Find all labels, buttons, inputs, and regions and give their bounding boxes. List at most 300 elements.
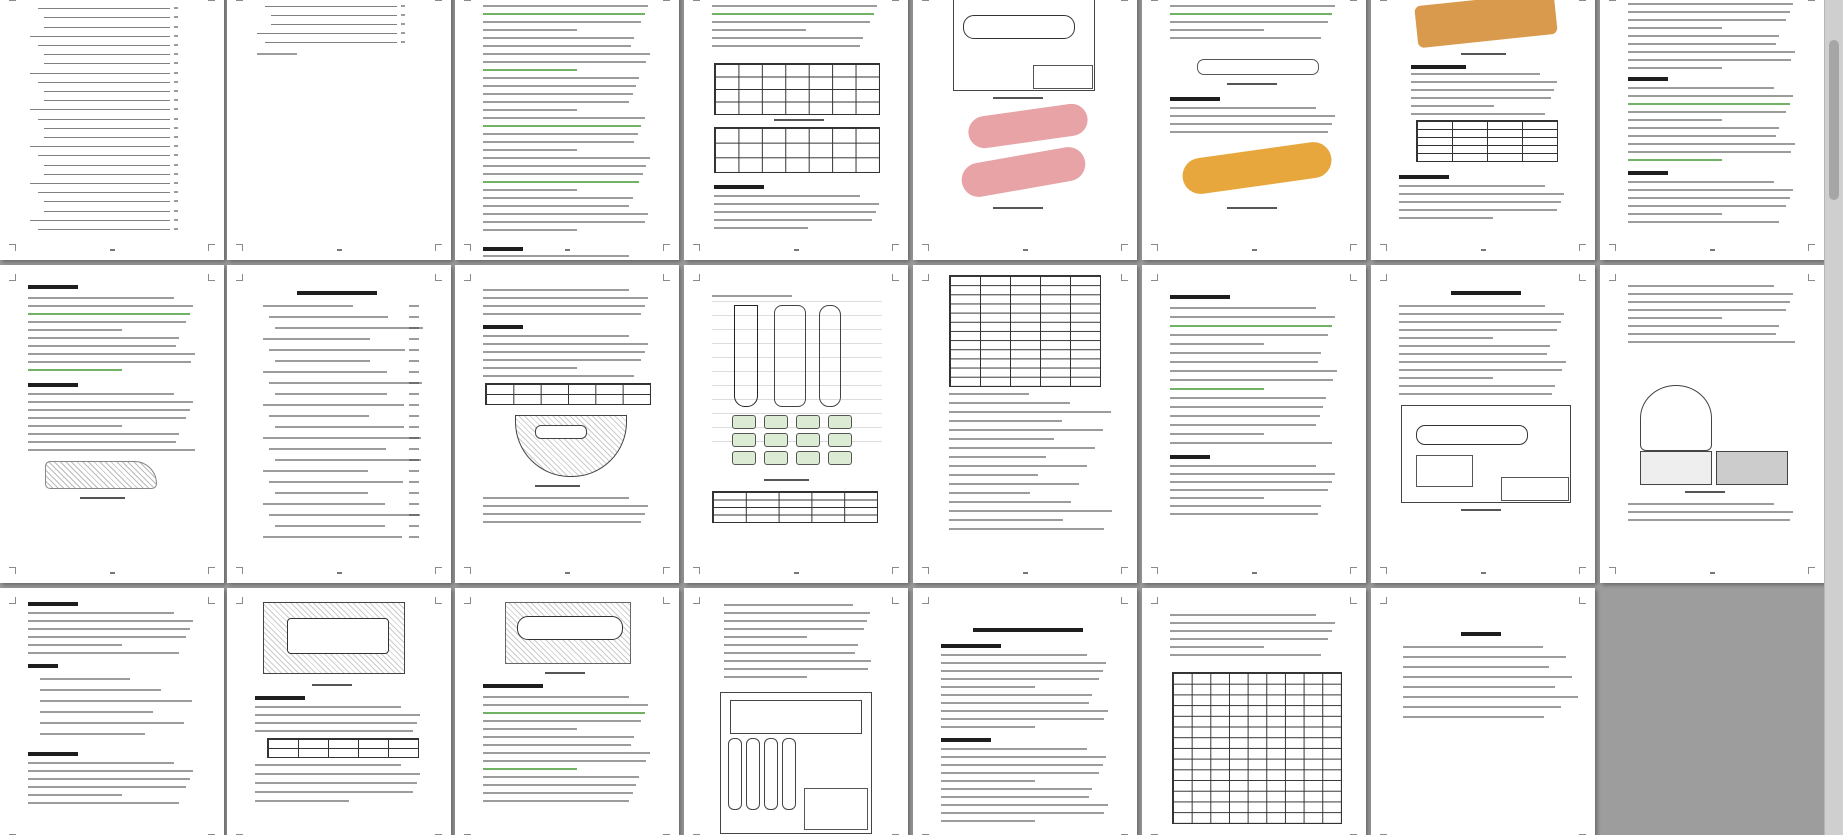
text-line [941,804,1108,806]
ln [949,402,1070,404]
crop-mark [236,567,243,574]
toc-entry [38,45,170,46]
page-thumbnail[interactable] [227,0,451,260]
page-number [1023,572,1028,574]
text-line [712,295,792,297]
text-line [1170,473,1335,475]
crop-mark [1151,0,1158,1]
crop-mark [1350,244,1357,251]
equation-number [409,415,419,417]
text-line [1399,201,1561,203]
toc-page-number [174,182,178,184]
text-line [1628,159,1722,161]
text-line [483,141,634,143]
crop-mark [1808,567,1815,574]
text-line [483,157,650,159]
text-line [941,820,1035,822]
data-table [712,491,878,523]
text-line [1170,654,1321,656]
text-line [483,45,631,47]
text-line [483,77,639,79]
text-line [483,189,577,191]
crop-mark [892,244,899,251]
text-line [28,652,179,654]
text-line [255,782,417,784]
page-number [565,572,570,574]
text-line [28,337,179,339]
toc-page-number [174,210,178,212]
text-line [28,401,193,403]
text-line [1170,361,1318,363]
text-line [483,197,633,199]
crop-mark [236,244,243,251]
text-line [1170,370,1337,372]
crop-mark [9,274,16,281]
crop-mark [1151,244,1158,251]
formula-line [275,492,368,494]
text-line [483,728,577,730]
text-line [28,361,191,363]
crop-mark [1151,597,1158,604]
ln [949,420,1062,422]
page-thumbnail[interactable] [1600,0,1824,260]
text-line [28,425,122,427]
crop-mark [236,0,243,1]
section-view [1416,455,1473,487]
equation-number [409,481,419,483]
crop-mark [435,0,442,1]
page-thumbnail[interactable] [684,0,908,260]
crop-mark [1579,567,1586,574]
text-line [483,173,643,175]
reference-entry [1403,646,1543,648]
section-heading [1399,175,1449,179]
toc-page-number [174,81,178,83]
text-line [1628,309,1786,311]
toc-entry [44,211,170,212]
text-line [1170,397,1326,399]
text-line [255,730,413,732]
text-line [28,321,186,323]
toc-entry [38,119,170,120]
section-heading [28,752,78,756]
text-line [483,712,645,714]
die-insert [764,738,778,810]
page-thumbnail[interactable] [455,265,679,583]
data-table [1416,120,1558,162]
text-line [483,5,648,7]
text-line [28,644,122,646]
text-line [1411,105,1494,107]
toc-entry [30,36,170,37]
text-line [1170,465,1316,467]
text-line [1399,305,1545,307]
page-thumbnail[interactable] [684,588,908,835]
text-line [483,513,645,515]
equation-number [409,437,419,439]
text-line [28,786,186,788]
crop-mark [1350,567,1357,574]
crop-mark [1151,567,1158,574]
section-heading [1170,455,1210,459]
ln [949,474,1038,476]
scrollbar-thumb[interactable] [1829,40,1839,200]
toc-entry [44,91,170,92]
figure-caption [545,672,585,674]
toc-entry [257,53,297,55]
text-line [1411,113,1545,115]
die-insert [746,738,760,810]
ln [949,528,1104,530]
text-line [1399,385,1555,387]
section-shape [828,415,852,429]
section-heading [1411,65,1466,69]
toc-entry [38,82,170,83]
text-line [1628,19,1786,21]
text-line [714,203,879,205]
formula-line [269,349,405,351]
text-line [28,794,122,796]
toc-page-number [174,136,178,138]
formula-line [269,448,386,450]
text-line [941,796,1089,798]
text-line [1170,343,1264,345]
formula-line [275,360,370,362]
text-line [483,313,641,315]
page-thumbnail[interactable] [455,588,679,835]
toc-entry [271,15,397,16]
text-line [483,229,577,231]
toc-entry [257,33,397,34]
crop-mark [9,597,16,604]
ln [949,465,1087,467]
formula-line [275,525,385,527]
section-heading [297,291,377,295]
crop-mark [922,274,929,281]
toc-entry [30,73,170,74]
section-heading [973,628,1083,632]
page-thumbnail[interactable] [227,588,451,835]
text-line [483,720,641,722]
page-thumbnail[interactable] [0,0,224,260]
page-thumbnail[interactable] [227,265,451,583]
crop-mark [464,274,471,281]
text-line [1628,317,1722,319]
figure-caption [312,684,352,686]
formula-line [40,722,184,724]
section-heading [1628,171,1668,175]
page-thumbnail[interactable] [0,265,224,583]
text-line [1628,189,1793,191]
text-line [483,289,629,291]
text-line [483,343,648,345]
toc-page-number [174,53,178,55]
crop-mark [892,567,899,574]
toc-entry [30,183,170,184]
ln [949,447,1095,449]
text-line [1399,393,1552,395]
text-line [1170,307,1316,309]
formula-line [275,327,423,329]
text-line [483,213,648,215]
text-line [28,778,190,780]
text-line [1170,630,1332,632]
crop-mark [1579,0,1586,1]
text-line [483,37,634,39]
formula-line [269,415,369,417]
text-line [1170,325,1332,327]
text-line [1628,43,1776,45]
text-line [255,773,420,775]
text-line [28,433,179,435]
text-line [1628,221,1779,223]
text-line [1170,5,1335,7]
text-line [28,628,190,630]
text-line [483,776,639,778]
crop-mark [922,567,929,574]
page-thumbnail[interactable] [1371,0,1595,260]
text-line [1628,95,1793,97]
crop-mark [663,0,670,1]
crop-mark [464,567,471,574]
text-line [483,696,629,698]
pink-render-top [966,102,1089,150]
page-thumbnail[interactable] [1371,265,1595,583]
equation-number [409,492,419,494]
crop-mark [663,597,670,604]
section-heading [1451,291,1521,295]
text-line [1170,424,1316,426]
text-line [1170,513,1318,515]
text-line [1628,197,1790,199]
text-line [1399,185,1545,187]
text-line [1170,379,1333,381]
text-line [1170,37,1321,39]
toc-page-number [401,41,405,43]
crop-mark [208,597,215,604]
crop-mark [1579,274,1586,281]
toc-entry [44,137,170,138]
text-line [483,69,577,71]
reference-entry [1403,706,1561,708]
text-line [714,227,808,229]
text-line [1628,35,1779,37]
page-number [1252,249,1257,251]
crop-mark [1609,274,1616,281]
formula-line [40,733,145,735]
section-shape [764,415,788,429]
ln [949,393,1029,395]
crop-mark [208,244,215,251]
crop-mark [208,0,215,1]
page-thumbnail[interactable] [1142,0,1366,260]
text-line [724,636,807,638]
text-line [1411,73,1540,75]
formula-line [40,700,192,702]
section-heading [714,185,764,189]
reference-entry [1403,696,1578,698]
ln [949,492,1030,494]
section-heading [28,664,58,668]
page-thumbnail[interactable] [0,588,224,835]
section-shape [732,451,756,465]
ln [949,519,1063,521]
equation-number [409,459,419,461]
data-table [949,275,1101,387]
formula-line [275,393,387,395]
text-line [483,109,577,111]
text-line [712,29,806,31]
page-thumbnail[interactable] [455,0,679,260]
toc-entry [44,27,170,28]
text-line [1170,497,1264,499]
text-line [1170,13,1332,15]
text-line [483,367,577,369]
text-line [1399,345,1550,347]
text-line [1399,209,1557,211]
toc-page-number [174,219,178,221]
part-outline [1197,59,1319,75]
text-line [483,93,633,95]
toc-page-number [174,90,178,92]
crop-mark [1380,244,1387,251]
page-number [1710,572,1715,574]
page-number [110,572,115,574]
text-line [255,800,349,802]
text-line [28,770,193,772]
figure-caption [993,207,1043,209]
crop-mark [663,244,670,251]
equation-number [409,349,419,351]
section-heading [1170,295,1230,299]
text-line [483,335,629,337]
text-line [1170,622,1335,624]
drawing-title-block [1501,477,1569,501]
page-thumbnail[interactable] [913,0,1137,260]
text-line [1628,293,1793,295]
toc-page-number [174,44,178,46]
page-thumbnail[interactable] [1142,265,1366,583]
text-line [724,604,853,606]
text-line [724,628,864,630]
text-line [1628,151,1791,153]
section-heading [483,247,523,251]
toc-page-number [174,173,178,175]
text-line [941,718,1104,720]
figure-caption [1685,491,1725,493]
text-line [941,772,1099,774]
crop-mark [464,597,471,604]
text-line [1170,415,1320,417]
section-shape [732,433,756,447]
crop-mark [693,567,700,574]
text-line [1628,205,1786,207]
crop-mark [1121,567,1128,574]
toc-page-number [401,32,405,34]
page-thumbnail[interactable] [1142,588,1366,835]
toc-page-number [401,23,405,25]
text-line [1399,377,1493,379]
toc-entry [44,165,170,166]
page-thumbnail[interactable] [1600,265,1824,583]
section-shape [828,433,852,447]
formula-line [40,711,153,713]
toc-page-number [174,16,178,18]
text-line [941,654,1087,656]
text-line [483,61,646,63]
page-thumbnail[interactable] [913,265,1137,583]
page-thumbnail[interactable] [684,265,908,583]
text-line [1399,321,1561,323]
crop-mark [663,567,670,574]
die-insert [728,738,742,810]
text-line [28,802,179,804]
page-number [1481,572,1486,574]
text-line [941,756,1106,758]
flash-slot [535,425,587,439]
crop-mark [9,244,16,251]
figure-caption [1227,207,1277,209]
text-line [1628,213,1722,215]
text-line [724,652,855,654]
text-line [28,305,193,307]
crop-mark [435,274,442,281]
crop-mark [1579,244,1586,251]
formula-line [263,305,353,307]
figure-caption [1227,83,1277,85]
section-heading [255,696,305,700]
page-number [110,249,115,251]
crop-mark [1380,597,1387,604]
toc-page-number [174,108,178,110]
formula-line [269,481,403,483]
text-line [1628,341,1795,343]
toc-page-number [174,191,178,193]
text-line [1628,325,1779,327]
page-number [1481,249,1486,251]
text-line [1399,369,1562,371]
page-thumbnail[interactable] [913,588,1137,835]
crop-mark [9,567,16,574]
text-line [724,620,867,622]
text-line [941,748,1087,750]
section-heading [1170,97,1220,101]
toc-page-number [174,127,178,129]
section-shape [796,415,820,429]
section-heading [28,602,78,606]
toc-entry [44,100,170,101]
ln g [949,501,1071,503]
text-line [1170,388,1264,390]
crop-mark [9,0,16,1]
formula-line [263,371,387,373]
vertical-scrollbar[interactable] [1824,0,1843,835]
text-line [28,345,176,347]
text-line [1399,329,1557,331]
text-line [28,353,195,355]
text-line [1628,51,1795,53]
text-line [724,644,858,646]
crop-mark [236,274,243,281]
text-line [28,620,193,622]
text-line [255,764,401,766]
page-thumbnail[interactable] [1371,588,1595,835]
text-line [483,375,634,377]
text-line [1399,353,1547,355]
text-line [1170,334,1328,336]
toc-page-number [174,35,178,37]
equation-number [409,338,419,340]
